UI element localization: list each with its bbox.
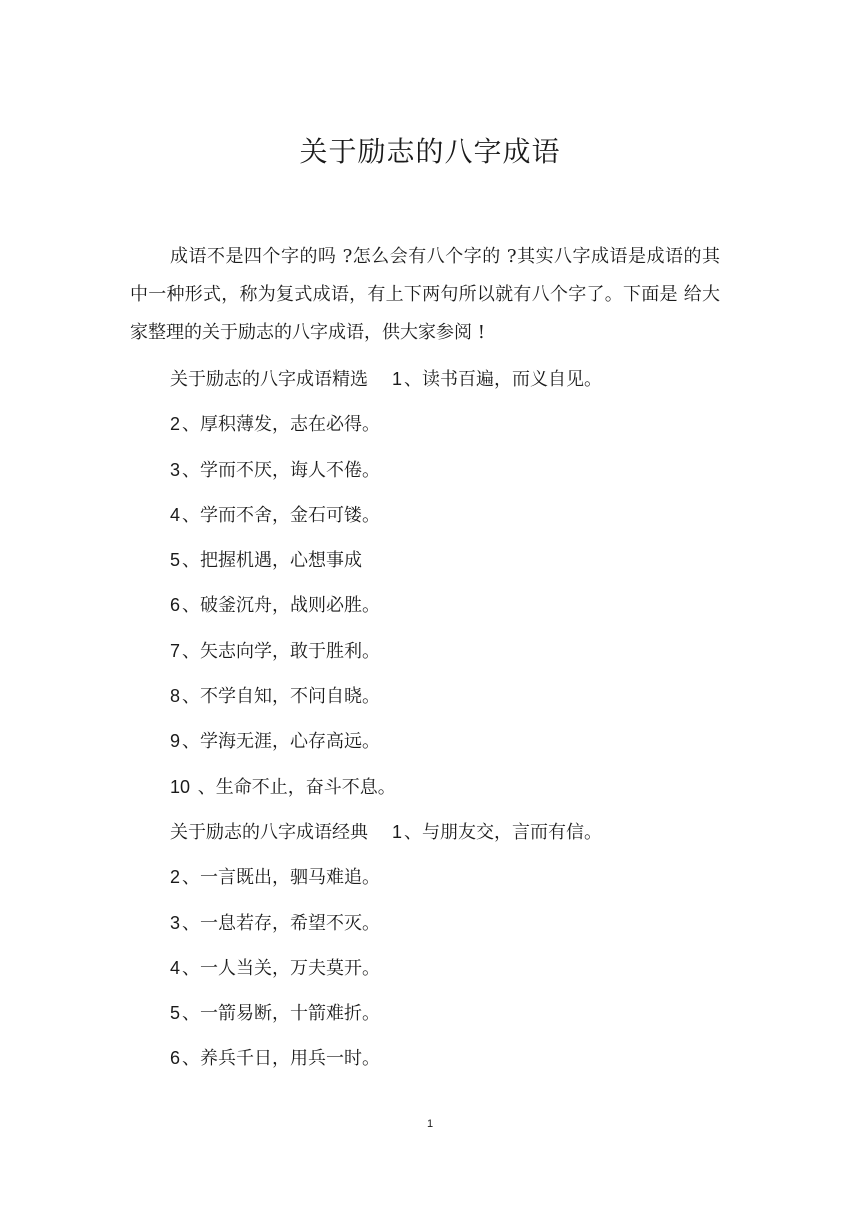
list-item [170,998,730,1043]
item-number: 4 [170,957,181,978]
list-item [170,817,730,862]
list-item [170,681,730,726]
section-heading: 关于励志的八字成语精选 [170,369,368,390]
item-text: 、把握机遇，心想事成 [182,550,363,572]
item-text: 、一言既出，驷马难追。 [182,867,381,889]
item-number: 8 [170,686,181,707]
list-item [170,409,730,454]
document-title: 关于励志的八字成语 [299,135,561,168]
item-text: 、一箭易断，十箭难折。 [182,1003,381,1025]
item-number: 5 [170,1003,181,1024]
item-text: 、厚积薄发，志在必得。 [182,414,381,436]
item-number: 2 [170,867,181,888]
list-item [170,862,730,907]
item-number: 3 [170,912,181,933]
list-item [170,1043,730,1088]
item-text: 、学海无涯，心存高远。 [182,731,381,753]
item-number: 5 [170,550,181,571]
list-item [170,636,730,681]
page-number: 1 [426,1118,434,1130]
item-text: 、学而不厌，诲人不倦。 [182,459,381,481]
list-item [170,772,730,817]
item-number: 1 [392,821,403,842]
list-item [170,455,730,500]
list-item [170,908,730,953]
item-text: 、矢志向学，敢于胜利。 [182,640,381,662]
item-text: 、生命不止，奋斗不息。 [192,776,396,798]
item-number: 4 [170,504,181,525]
list-item [170,726,730,771]
item-text: 、破釜沉舟，战则必胜。 [182,595,381,617]
item-number: 6 [170,1048,181,1069]
item-number: 7 [170,640,181,661]
list-item [170,500,730,545]
item-text: 、养兵千日，用兵一时。 [182,1048,381,1070]
item-number: 10 [170,776,191,797]
intro-paragraph: 成语不是四个字的吗 ?怎么会有八个字的 ?其实八字成语是成语的其中一种形式，称为复式成语，有上下两句所以就有八个字了。下面是 给大家整理的关于励志的八字成语，供大家参阅 ! [130,246,720,343]
item-text: 、读书百遍，而义自见。 [404,369,603,390]
list-item [170,590,730,635]
item-number: 3 [170,459,181,480]
item-text: 、与朋友交，言而有信。 [404,821,603,843]
idiom-list [170,364,730,1089]
list-item [170,953,730,998]
list-item [170,545,730,590]
section-heading: 关于励志的八字成语经典 [170,821,368,843]
list-item [170,364,730,409]
item-text: 、不学自知，不问自晓。 [182,686,381,708]
item-text: 、一人当关，万夫莫开。 [182,957,381,979]
item-number: 1 [392,369,403,389]
item-number: 2 [170,414,181,435]
item-number: 6 [170,595,181,616]
item-text: 、一息若存，希望不灭。 [182,912,381,934]
item-text: 、学而不舍，金石可镂。 [182,504,381,526]
item-number: 9 [170,731,181,752]
